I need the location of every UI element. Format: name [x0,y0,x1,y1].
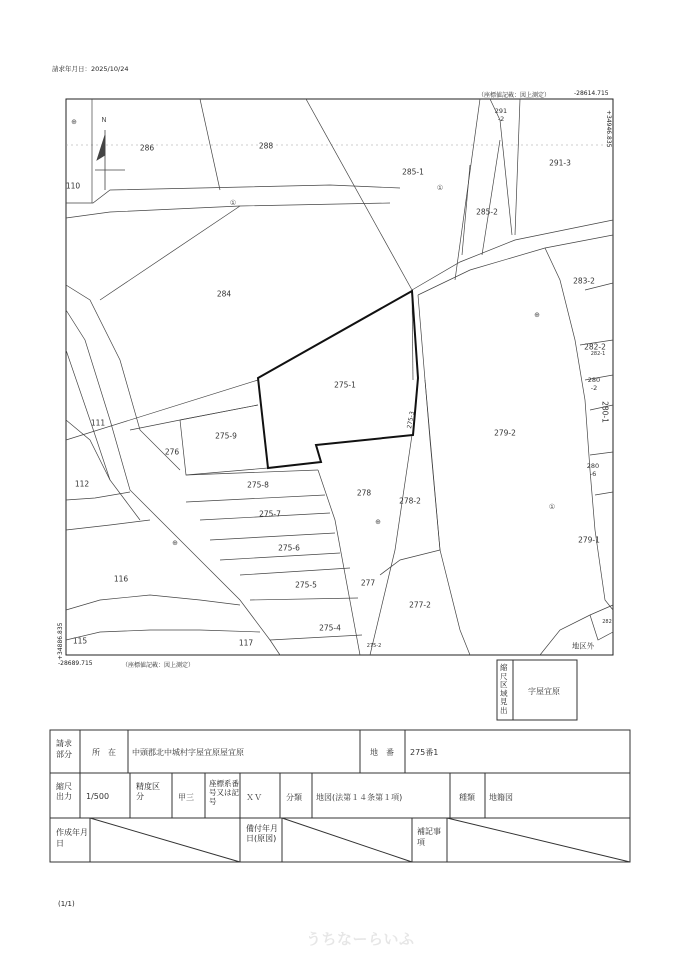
coord-system-label: 座標系番号又は記号 [209,779,239,806]
parcel-label: 282-1 [590,351,606,357]
coord-left-y: +34886.835 [57,622,64,660]
scale-value: 1/500 [86,792,110,801]
parcel-label: 277-2 [409,600,431,610]
attached-label: 備付年月日(原図) [246,824,278,843]
north-arrow-icon [95,130,125,190]
request-section-label: 請求部分 [56,739,72,759]
parcel-label: 288 [258,141,274,151]
survey-mark-icon: ⊕ [375,518,381,526]
parcel-label: 285-2 [476,207,498,217]
coord-system-value: ＸＶ [246,793,262,802]
created-label: 作成年月日 [56,828,88,848]
parcel-label: 278 [356,488,372,498]
parcel-label: 275-5 [295,580,317,590]
coord-top-right: -28614.715 [574,90,609,97]
parcel-label: 283-2 [573,276,595,286]
lot-value: 275番1 [410,748,439,757]
coord-right-y: +34946.835 [605,110,612,148]
parcel-label: 291-3 [549,158,571,168]
coord-note-bottom: （座標値記載：図上測定） [122,662,195,669]
coord-note-top: （座標値記載：図上測定） [478,92,551,99]
survey-mark-icon: ⊕ [534,311,540,319]
parcel-label: 275-7 [259,509,281,519]
parcel-label: 110 [65,181,81,191]
precision-label: 精度区分 [136,782,160,801]
north-label: N [101,116,107,124]
survey-mark-icon: ① [436,184,444,192]
precision-value: 甲三 [178,793,194,802]
parcel-label: 285-1 [402,167,424,177]
map-frame [66,99,613,655]
parcel-label: 276 [164,447,180,457]
parcel-label: 286 [139,143,155,153]
type-label: 種類 [459,793,475,802]
page-number: (1/1) [58,900,75,908]
parcel-label: 112 [74,479,90,489]
classification-label: 分類 [286,793,302,802]
parcel-label: 111 [90,418,106,428]
watermark-logo: うちなーらいふ [306,930,415,948]
classification-value: 地図(法第１４条第１項) [316,793,403,802]
lot-label: 地 番 [370,748,394,757]
legend-vertical-label: 縮尺区域見出 [500,663,508,715]
survey-mark-icon: ① [229,199,237,207]
parcel-label: 275-2 [366,643,382,649]
parcel-label: 280 -6 [586,462,600,478]
parcel-label: 275-6 [278,543,300,553]
coord-bottom-left: -28689.715 [58,660,93,667]
type-value: 地籍図 [489,793,513,802]
parcel-label: 282 [602,619,612,625]
parcel-label: 284 [216,289,232,299]
notes-label: 補記事項 [417,827,441,847]
parcel-label: 275-8 [247,480,269,490]
parcel-label: 277 [360,578,376,588]
parcel-label: 280-1 [600,401,610,423]
legend-value: 字屋宜原 [528,687,560,696]
location-value: 中頭郡北中城村字屋宜原屋宜原 [132,748,244,757]
parcel-label: 291 -2 [494,107,508,123]
survey-mark-icon: ① [548,503,556,511]
parcel-label: 116 [113,574,129,584]
survey-mark-icon: ⊕ [172,539,178,547]
parcel-label: 278-2 [399,496,421,506]
scale-label: 縮尺 出力 [56,782,72,801]
highlighted-parcel-275-1 [258,291,418,468]
parcel-label: 地区外 [571,641,595,651]
parcel-boundaries [66,99,613,655]
request-date: 請求年月日：2025/10/24 [52,65,129,73]
location-label: 所 在 [92,748,116,757]
parcel-label: 275-3 [406,410,416,430]
parcel-label: 279-1 [578,535,600,545]
parcel-label: 279-2 [494,428,516,438]
parcel-label: 275-1 [334,380,356,390]
parcel-label: 280 -2 [587,376,601,392]
parcel-label: 115 [72,636,88,646]
survey-mark-icon: ⊕ [71,118,77,126]
parcel-label: 282-2 [584,342,606,352]
parcel-label: 117 [238,638,254,648]
parcel-label: 275-4 [319,623,341,633]
parcel-label: 275-9 [215,431,237,441]
